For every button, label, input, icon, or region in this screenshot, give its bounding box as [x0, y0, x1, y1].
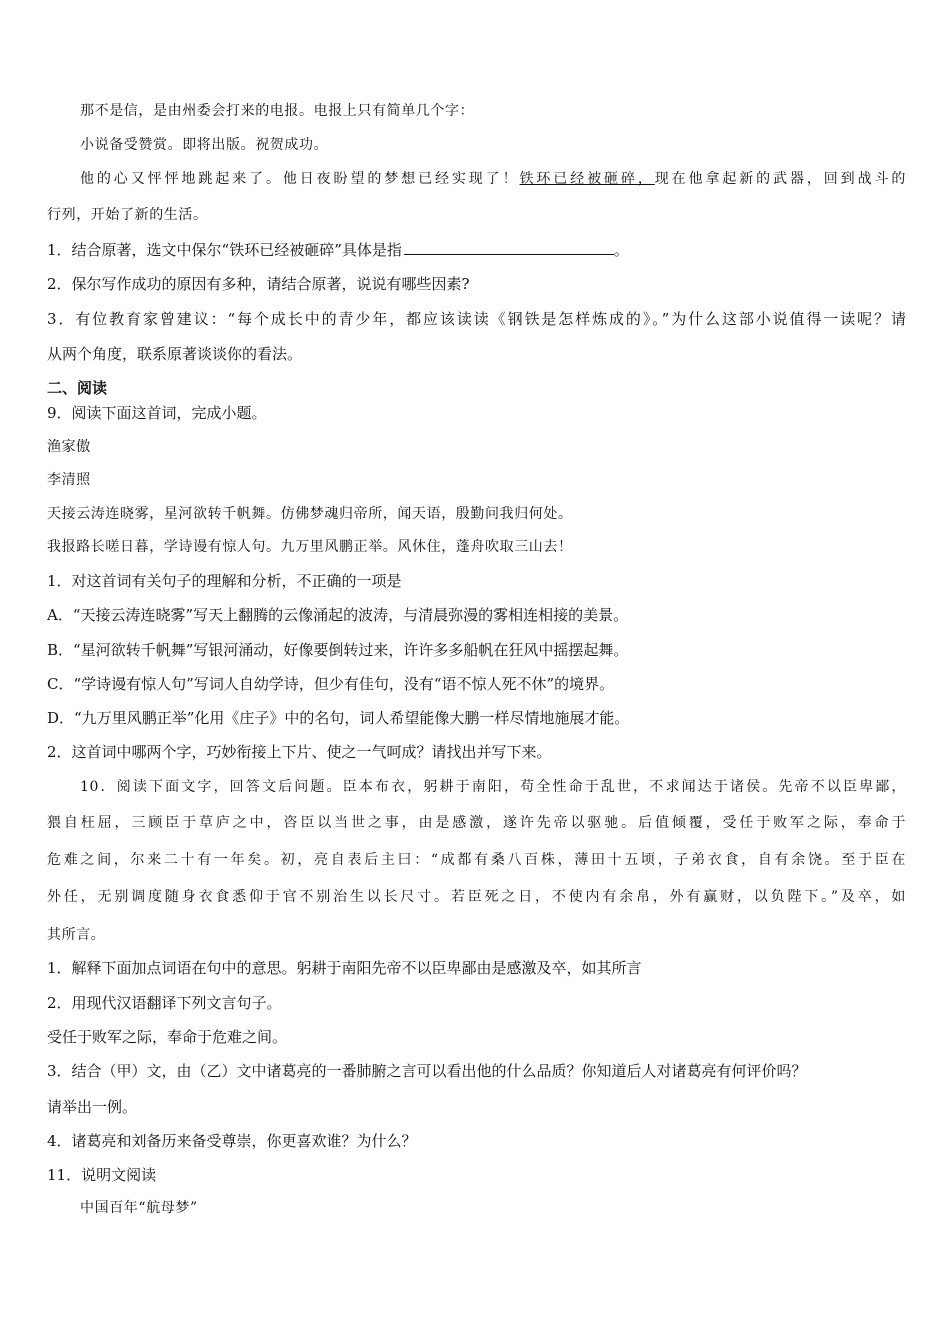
- option-c: C．“学诗谩有惊人句”写词人自幼学诗，但少有佳句，没有“语不惊人死不休”的境界。: [47, 675, 615, 693]
- question-10-2-sentence: 受任于败军之际，奉命于危难之间。: [47, 1028, 288, 1046]
- question-10-1: 1．解释下面加点词语在句中的意思。躬耕于南阳先帝不以臣卑鄙由是感激及卒，如其所言: [47, 959, 642, 977]
- question-text: 。: [613, 241, 629, 259]
- question-8-3-cont: 从两个角度，联系原著谈谈你的看法。: [47, 345, 303, 363]
- underlined-phrase: 铁环已经被砸碎，: [519, 171, 655, 187]
- poem-author: 李清照: [47, 472, 91, 488]
- option-b: B．“星河欲转千帆舞”写银河涌动，好像要倒转过来，许许多多船帆在狂风中摇摆起舞。: [47, 641, 629, 659]
- question-9-2: 2．这首词中哪两个字，巧妙衔接上下片、使之一气呵成？请找出并写下来。: [47, 743, 552, 761]
- question-11-intro: 11．说明文阅读: [47, 1166, 157, 1184]
- poem-line: 天接云涛连晓雾，星河欲转千帆舞。仿佛梦魂归帝所，闻天语，殷勤问我归何处。: [47, 506, 573, 522]
- poem-title: 渔家傲: [47, 439, 91, 455]
- question-10-4: 4．诸葛亮和刘备历来备受尊崇，你更喜欢谁？为什么？: [47, 1132, 417, 1150]
- question-8-1: [47, 240, 906, 260]
- passage-text: 现在他拿起新的武器，回到战斗的: [654, 171, 906, 187]
- question-10-2: 2．用现代汉语翻译下列文言句子。: [47, 994, 282, 1012]
- question-10-3-cont: 请举出一例。: [47, 1098, 138, 1116]
- question-8-3: 3．有位教育家曾建议：“每个成长中的青少年，都应该读读《钢铁是怎样炼成的》。”为什么这部小说值得一读呢？请: [47, 310, 906, 328]
- option-a: A．“天接云涛连晓雾”写天上翻腾的云像涌起的波涛，与清晨弥漫的雾相连相接的美景。: [47, 606, 629, 624]
- passage-line: [80, 169, 906, 189]
- question-text: 1．结合原著，选文中保尔“铁环已经被砸碎”具体是指: [47, 241, 402, 259]
- passage-text: 他的心又怦怦地跳起来了。他日夜盼望的梦想已经实现了！: [80, 171, 520, 187]
- question-9-intro: 9．阅读下面这首词，完成小题。: [47, 404, 267, 422]
- answer-blank[interactable]: [404, 240, 614, 255]
- section-heading: 二、阅读: [47, 379, 108, 397]
- question-10-passage: 危难之间，尔来二十有一年矣。初，亮自表后主曰：“成都有桑八百株，薄田十五顷，子弟衣食，自有余饶。至于臣在: [47, 852, 906, 868]
- passage-line: 小说备受赞赏。即将出版。祝贺成功。: [80, 137, 329, 153]
- passage-line: 行列，开始了新的生活。: [47, 207, 208, 223]
- question-8-2: 2．保尔写作成功的原因有多种，请结合原著，说说有哪些因素?: [47, 275, 470, 293]
- question-9-1: 1．对这首词有关句子的理解和分析，不正确的一项是: [47, 572, 402, 590]
- poem-line: 我报路长嗟日暮，学诗谩有惊人句。九万里风鹏正举。风休住，蓬舟吹取三山去！: [47, 539, 573, 555]
- question-10-passage: 外任，无别调度随身衣食悉仰于官不别治生以长尺寸。若臣死之日，不使内有余帛，外有赢财，以负陛下。”及卒，如: [47, 889, 906, 905]
- passage-line: 那不是信，是由州委会打来的电报。电报上只有简单几个字：: [80, 103, 475, 119]
- question-10-passage: 其所言。: [47, 927, 106, 943]
- question-10-passage: 猥自枉屈，三顾臣于草庐之中，咨臣以当世之事，由是感激，遂许先帝以驱驰。后值倾覆，受任于败军之际，奉命于: [47, 815, 906, 831]
- article-title: 中国百年“航母梦”: [80, 1200, 198, 1216]
- question-10-passage: 10．阅读下面文字，回答文后问题。臣本布衣，躬耕于南阳，苟全性命于乱世，不求闻达于诸侯。先帝不以臣卑鄙，: [80, 779, 906, 795]
- option-d: D．“九万里风鹏正举”化用《庄子》中的名句，词人希望能像大鹏一样尽情地施展才能。: [47, 709, 630, 727]
- question-10-3: 3．结合（甲）文，由（乙）文中诸葛亮的一番肺腑之言可以看出他的什么品质？你知道后人对诸葛亮有何评价吗？: [47, 1062, 807, 1080]
